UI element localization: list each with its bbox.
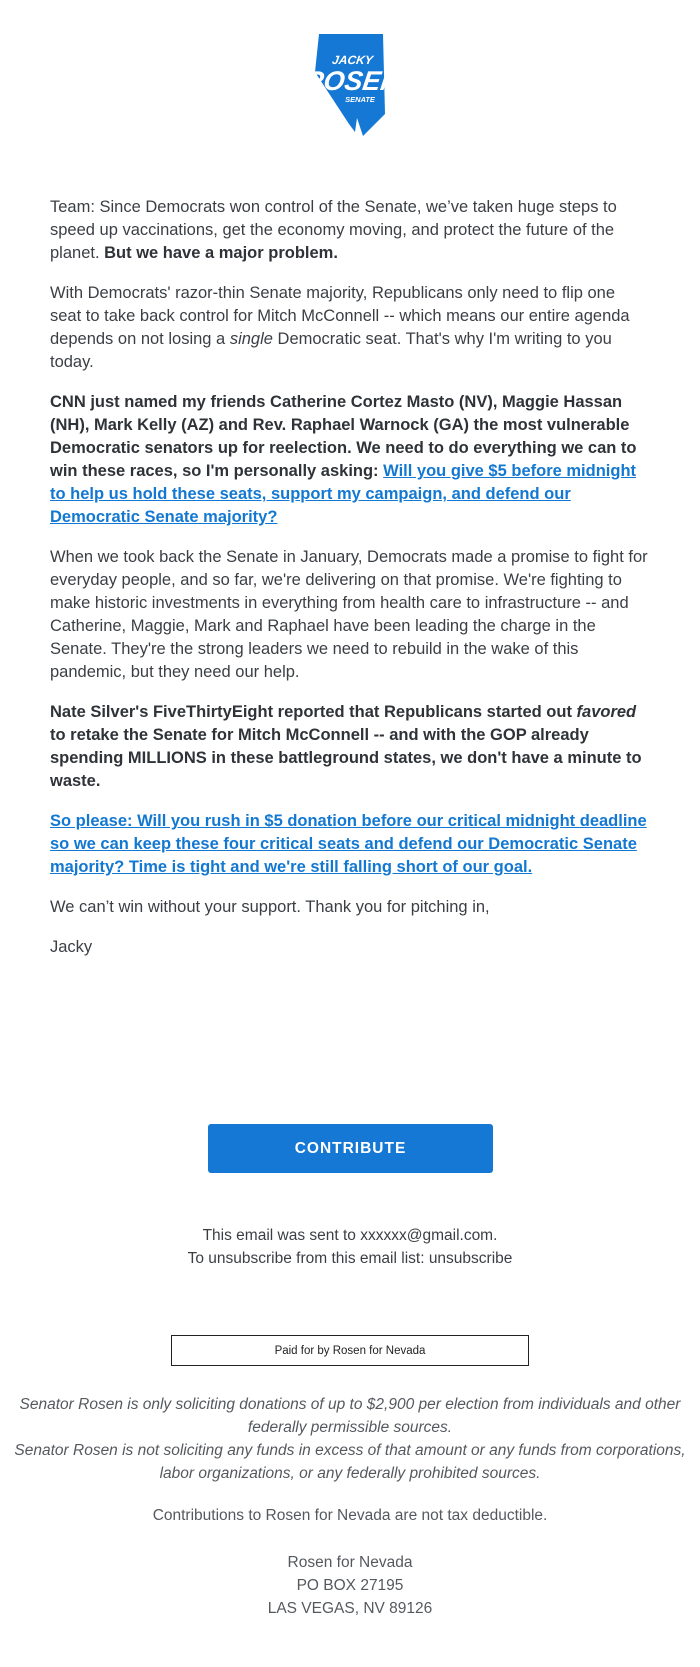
logo-main-text: ROSEN xyxy=(302,65,403,96)
address-name: Rosen for Nevada xyxy=(287,1554,413,1571)
rosen-senate-logo[interactable] xyxy=(302,28,403,144)
majority-text-after: Democratic seat. That's why I'm writing to you today. xyxy=(50,330,612,371)
paragraph-signature xyxy=(50,936,650,959)
fte-text-after: to retake the Senate for Mitch McConnell -- and with the GOP already spending MILLIONS in these battleground states, we don't have a minute to waste. xyxy=(50,726,642,790)
email-body xyxy=(50,196,650,976)
sent-to-text: This email was sent to xxxxxx@gmail.com. xyxy=(202,1227,498,1244)
paragraph-promise xyxy=(50,546,650,684)
thanks-text: We can’t win without your support. Thank you for pitching in, xyxy=(50,898,490,916)
signature-text: Jacky xyxy=(50,938,93,956)
tax-note xyxy=(0,1504,700,1527)
paragraph-cnn xyxy=(50,391,650,529)
majority-italic-text: single xyxy=(229,330,273,348)
donate-link-1[interactable]: Will you give $5 before midnight to help us hold these seats, support my campaign, and defend our Democratic Senate majority? xyxy=(50,462,637,526)
promise-text: When we took back the Senate in January, Democrats made a promise to fight for everyday people, and so far, we're delivering on that promise. We're fighting to make historic investments in everything from health care to infrastructure -- and Catherine, Maggie, Mark and Raphael have been leading the charge in the Senate. They're the strong leaders we need to rebuild in the wake of this pandemic, but they need our help. xyxy=(50,548,648,681)
logo-sub-text: SENATE xyxy=(345,95,375,104)
paragraph-majority xyxy=(50,282,650,374)
fte-text-before: Nate Silver's FiveThirtyEight reported that Republicans started out xyxy=(50,703,577,721)
fte-italic-text: favored xyxy=(576,703,637,721)
majority-text-before: With Democrats' razor-thin Senate majority, Republicans only need to flip one seat to take back control for Mitch McConnell -- which means our entire agenda depends on not losing a xyxy=(50,284,630,348)
paragraph-fivethirtyeight xyxy=(50,701,650,793)
unsubscribe-link[interactable]: unsubscribe xyxy=(428,1250,513,1267)
paragraph-ask xyxy=(50,810,650,879)
unsubscribe-line xyxy=(0,1247,700,1270)
disclaimer-line-2: Senator Rosen is not soliciting any funds in excess of that amount or any funds from corporations, labor organizations, or any federally prohibited sources. xyxy=(14,1442,686,1482)
intro-text: Team: Since Democrats won control of the Senate, we’ve taken huge steps to speed up vaccinations, get the economy moving, and protect the future of the planet. xyxy=(50,198,617,262)
header-logo-area xyxy=(0,28,700,144)
disclaimer-line-1: Senator Rosen is only soliciting donations of up to $2,900 per election from individuals and other federally permissible sources. xyxy=(19,1396,681,1436)
paragraph-thanks xyxy=(50,896,650,919)
solicitation-disclaimer xyxy=(0,1393,700,1485)
unsubscribe-prefix: To unsubscribe from this email list: xyxy=(187,1250,429,1267)
paragraph-intro xyxy=(50,196,650,265)
logo-top-text: JACKY xyxy=(331,53,374,67)
cnn-bold-text: CNN just named my friends Catherine Cortez Masto (NV), Maggie Hassan (NH), Mark Kelly (AZ) and Rev. Raphael Warnock (GA) the most vulnerable Democratic senators up for reelection. We need to do everything we can to win these races, so I'm personally asking: xyxy=(50,393,637,480)
address-city: LAS VEGAS, NV 89126 xyxy=(267,1600,433,1617)
sent-to-info xyxy=(0,1224,700,1270)
tax-note-text: Contributions to Rosen for Nevada are not tax deductible. xyxy=(152,1507,548,1524)
donate-link-2[interactable]: So please: Will you rush in $5 donation before our critical midnight deadline so we can keep these four critical seats and defend our Democratic Senate majority? Time is tight and we're still falling short of our goal. xyxy=(50,812,647,876)
address-po-box: PO BOX 27195 xyxy=(296,1577,404,1594)
contribute-button[interactable]: CONTRIBUTE xyxy=(208,1124,493,1173)
intro-bold-text: But we have a major problem. xyxy=(104,244,338,262)
paid-for-text: Paid for by Rosen for Nevada xyxy=(274,1344,426,1357)
mailing-address xyxy=(0,1551,700,1620)
paid-for-box xyxy=(171,1335,529,1366)
